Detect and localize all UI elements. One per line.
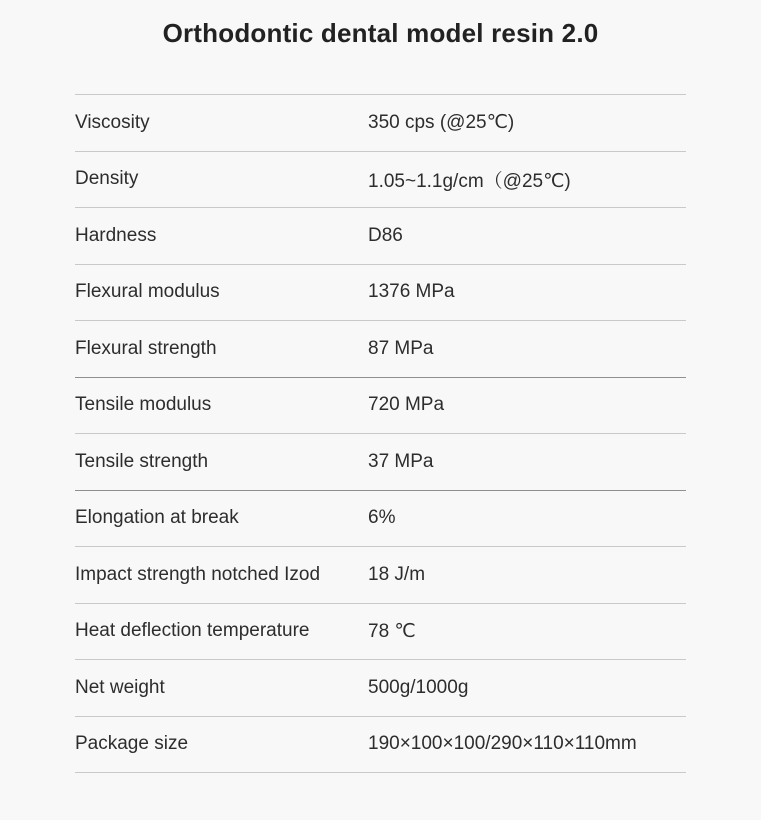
spec-row-elongation-at-break: [75, 491, 686, 547]
page-title-text: Orthodontic dental model resin 2.0: [162, 18, 599, 48]
spec-row-heat-deflection: [75, 604, 686, 660]
spec-value: 500g/1000g: [368, 676, 469, 698]
spec-row-density: [75, 152, 686, 208]
spec-label: Elongation at break: [75, 507, 239, 529]
spec-value: D86: [368, 224, 403, 246]
spec-label: Viscosity: [75, 111, 150, 133]
spec-value: 37 MPa: [368, 450, 434, 472]
page-title: [75, 0, 686, 94]
spec-label: Package size: [75, 733, 189, 755]
spec-label: Hardness: [75, 224, 157, 246]
spec-value: 87 MPa: [368, 337, 434, 359]
spec-sheet: [75, 0, 686, 773]
spec-row-hardness: [75, 208, 686, 264]
spec-row-flexural-modulus: [75, 265, 686, 321]
spec-value: 1.05~1.1g/cm（@25℃): [368, 170, 571, 192]
spec-row-flexural-strength: [75, 321, 686, 377]
spec-label: Net weight: [75, 676, 165, 698]
spec-row-net-weight: [75, 660, 686, 716]
spec-value: 18 J/m: [368, 563, 426, 585]
spec-row-package-size: [75, 717, 686, 773]
spec-value: 1376 MPa: [368, 281, 455, 303]
spec-row-viscosity: [75, 95, 686, 151]
spec-label: Impact strength notched Izod: [75, 563, 321, 585]
spec-label: Flexural modulus: [75, 281, 220, 303]
spec-row-tensile-modulus: [75, 378, 686, 434]
spec-label: Density: [75, 168, 139, 190]
spec-value: 720 MPa: [368, 394, 445, 416]
spec-row-impact-strength: [75, 547, 686, 603]
spec-value: 6%: [368, 507, 396, 529]
spec-label: Heat deflection temperature: [75, 620, 310, 642]
divider: [75, 772, 686, 773]
spec-value: 350 cps (@25℃): [368, 112, 515, 134]
spec-row-tensile-strength: [75, 434, 686, 490]
spec-value: 78 ℃: [368, 620, 416, 642]
spec-label: Flexural strength: [75, 337, 217, 359]
spec-label: Tensile modulus: [75, 394, 212, 416]
spec-label: Tensile strength: [75, 450, 209, 472]
spec-value: 190×100×100/290×110×110mm: [368, 733, 637, 755]
